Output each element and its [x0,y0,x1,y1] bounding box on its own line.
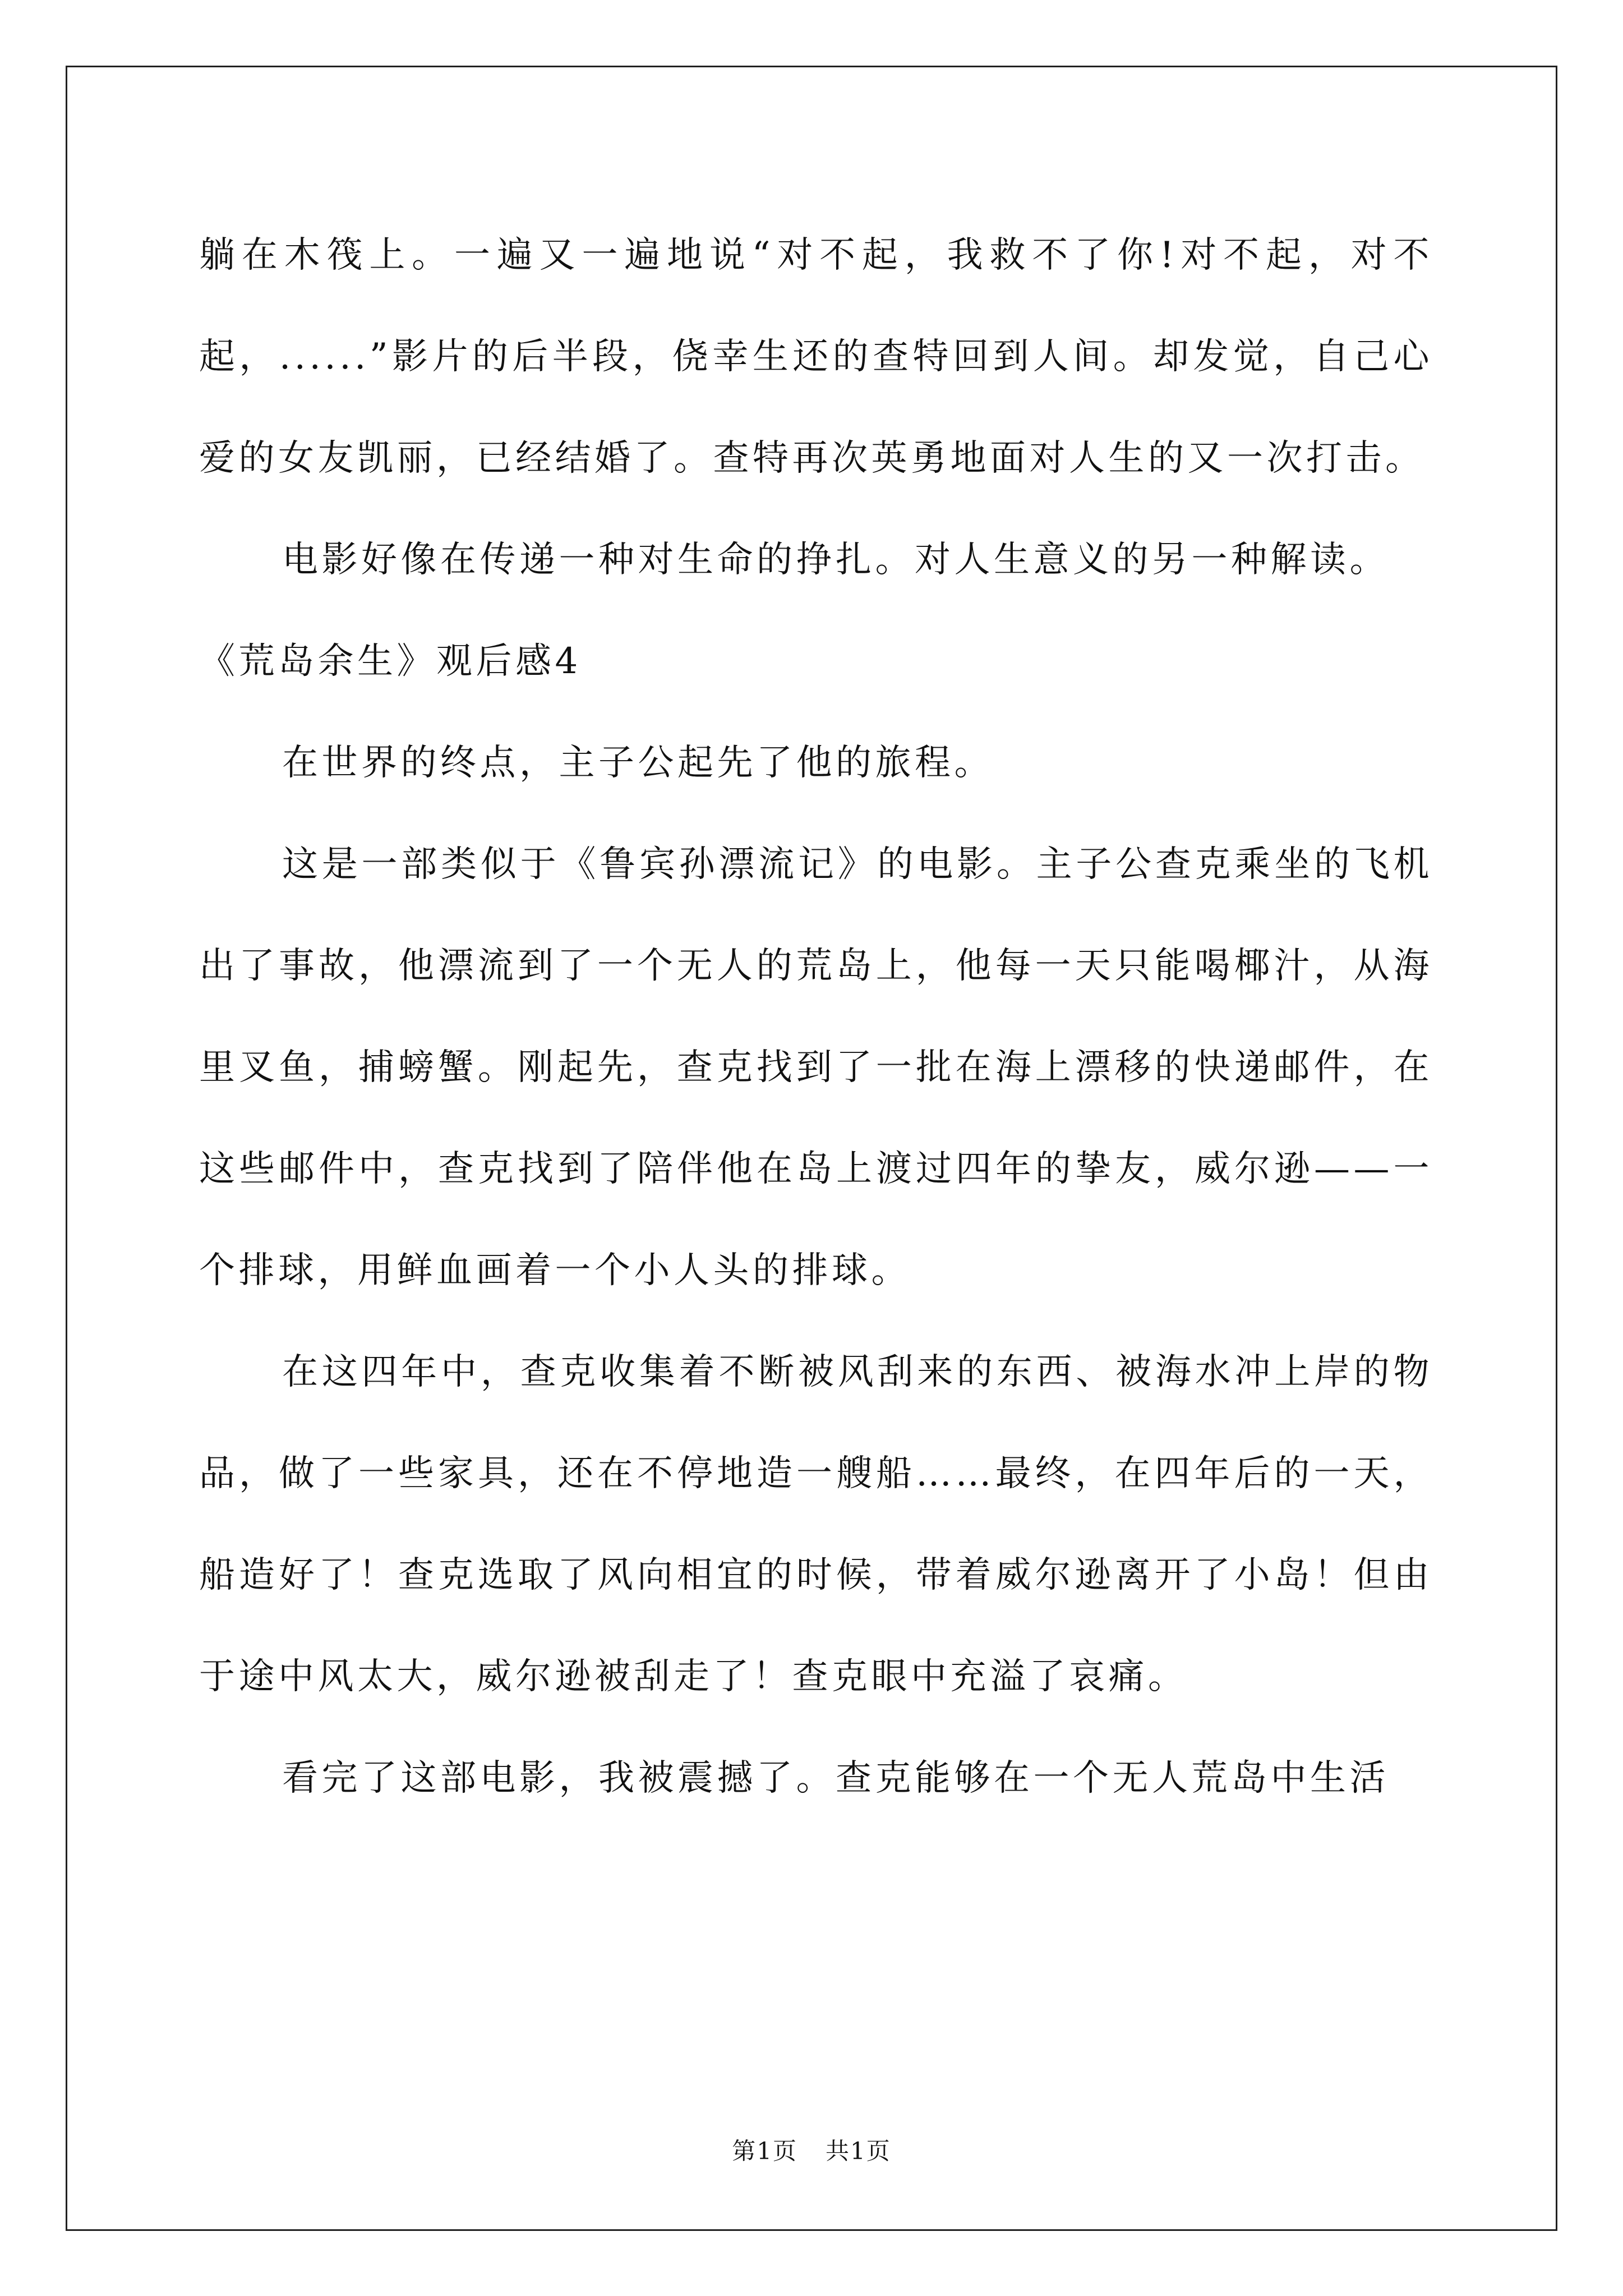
paragraph: 在世界的终点，主子公起先了他的旅程。 [282,742,994,784]
paragraph: 在这四年中，查克收集着不断被风刮来的东西、被海水冲上岸的物品，做了一些家具，还在不停地造一艘船……最终，在四年后的一天，船造好了！查克选取了风向相宜的时候，带着威尔逊离开了小岛！但由于途中风太大，威尔逊被刮走了！查克眼中充溢了哀痛。 [199,1351,1433,1697]
section-heading: 《荒岛余生》观后感4 [199,641,582,682]
paragraph: 这是一部类似于《鲁宾孙漂流记》的电影。主子公查克乘坐的飞机出了事故，他漂流到了一个无人的荒岛上，他每一天只能喝椰汁，从海里叉鱼，捕螃蟹。刚起先，查克找到了一批在海上漂移的快递邮件，在这些邮件中，查克找到了陪伴他在岛上渡过四年的挚友，威尔逊——一个排球，用鲜血画着一个小人头的排球。 [199,844,1433,1291]
page-number: 第1页 [732,2137,797,2165]
paragraph: 看完了这部电影，我被震撼了。查克能够在一个无人荒岛中生活 [282,1757,1389,1799]
paragraph-continuation: 躺在木筏上。一遍又一遍地说“对不起，我救不了你!对不起，对不起，......”影片的后半段，侥幸生还的查特回到人间。却发觉，自己心爱的女友凯丽，已经结婚了。查特再次英勇地面对人生的又一次打击。 [199,234,1433,479]
page-total: 共1页 [826,2137,891,2165]
page-footer [0,2134,1623,2168]
paragraph: 电影好像在传递一种对生命的挣扎。对人生意义的另一种解读。 [282,539,1389,581]
document-body [199,205,1433,1829]
